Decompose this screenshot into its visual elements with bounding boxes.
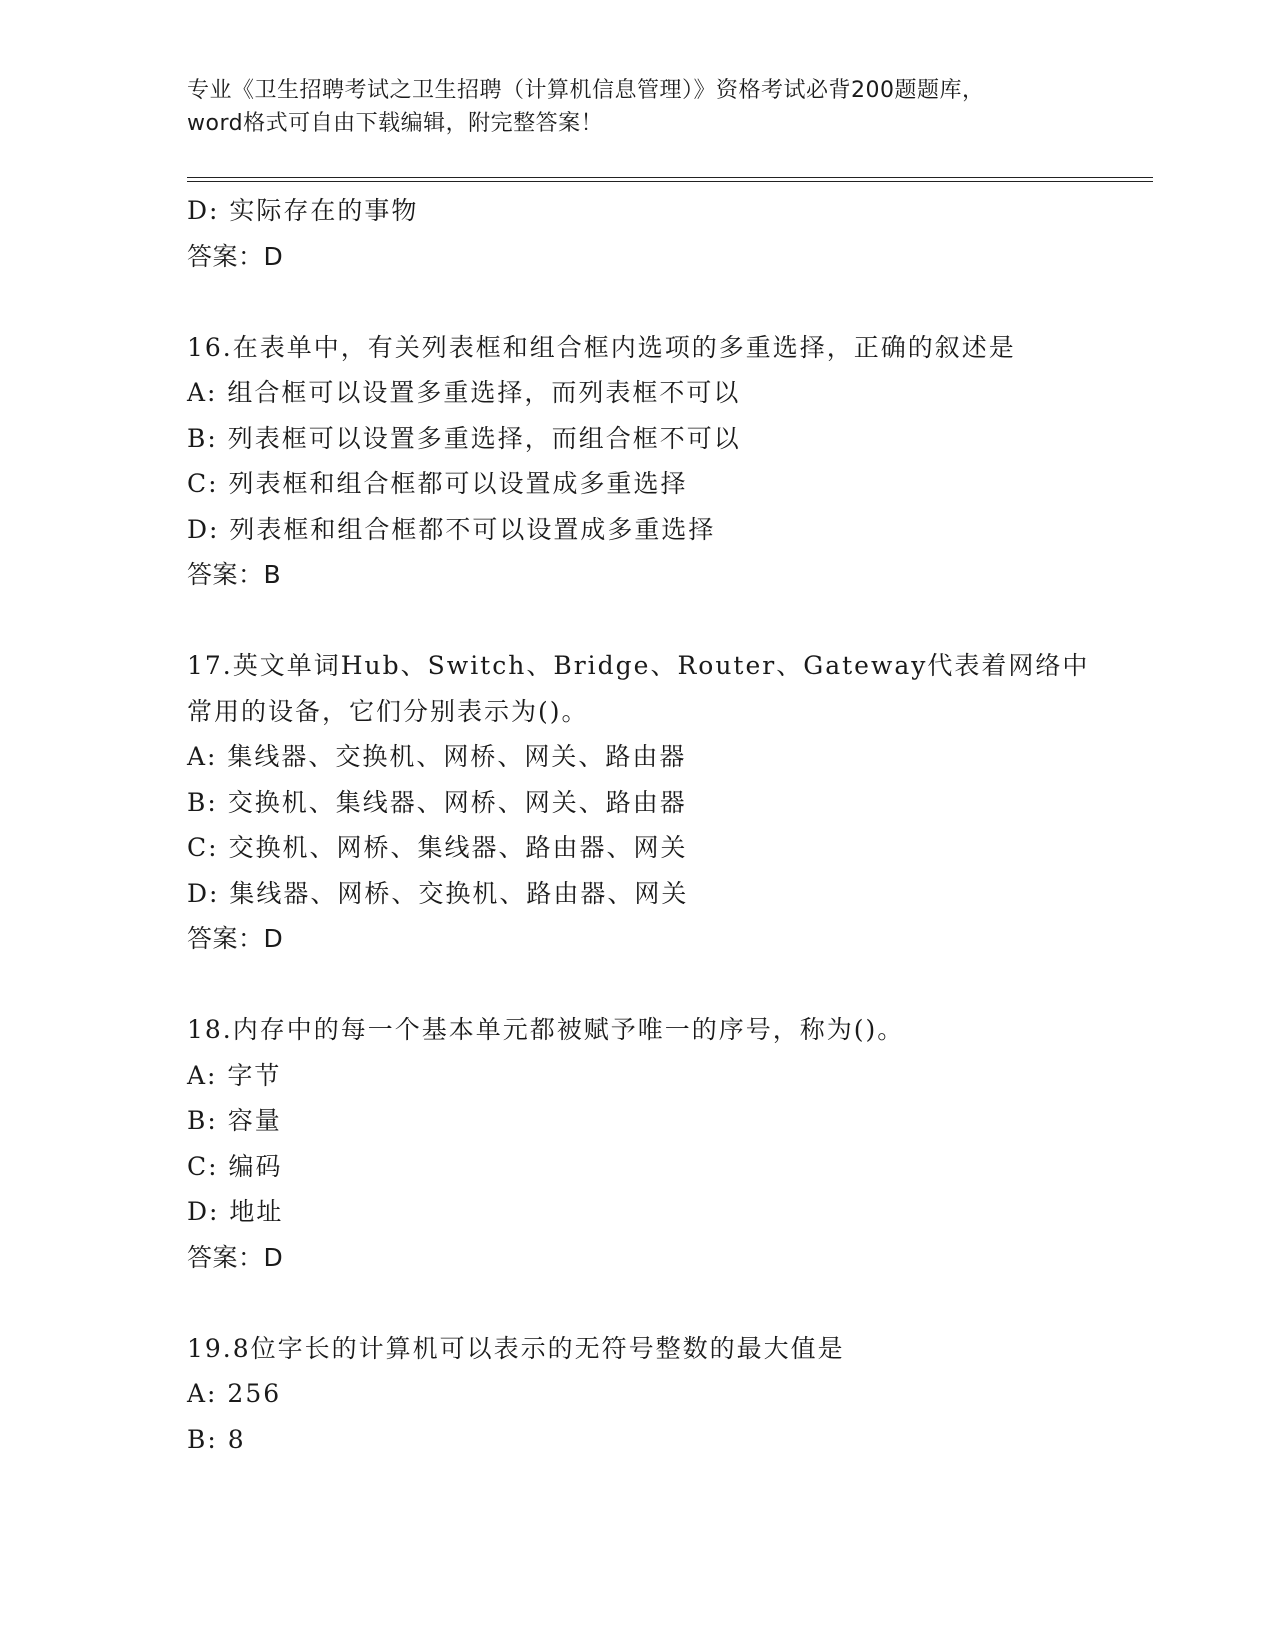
question-17 bbox=[187, 643, 1153, 962]
question-18-option-b: B: 容量 bbox=[187, 1106, 282, 1135]
spacer bbox=[187, 598, 1153, 644]
question-17-option-b: B: 交换机、集线器、网桥、网关、路由器 bbox=[187, 787, 687, 817]
question-18-option-c: C: 编码 bbox=[187, 1151, 283, 1181]
document-header bbox=[187, 74, 1087, 140]
question-15-tail bbox=[187, 188, 1153, 279]
header-title-line-1: 专业《卫生招聘考试之卫生招聘（计算机信息管理）》资格考试必背200题题库， bbox=[187, 78, 985, 103]
question-16-option-d: D: 列表框和组合框都不可以设置成多重选择 bbox=[187, 514, 716, 544]
header-divider-bottom bbox=[187, 181, 1153, 182]
spacer bbox=[187, 962, 1153, 1008]
question-19-option-a: A: 256 bbox=[187, 1379, 282, 1408]
question-15-answer: 答案：D bbox=[187, 241, 284, 271]
question-19-text: 19.8位字长的计算机可以表示的无符号整数的最大值是 bbox=[187, 1333, 845, 1363]
question-16-answer: 答案：B bbox=[187, 560, 282, 589]
question-17-option-d: D: 集线器、网桥、交换机、路由器、网关 bbox=[187, 878, 689, 908]
question-16-option-a: A: 组合框可以设置多重选择，而列表框不可以 bbox=[187, 378, 741, 407]
question-16-option-c: C: 列表框和组合框都可以设置成多重选择 bbox=[187, 469, 688, 498]
question-16-text: 16.在表单中，有关列表框和组合框内选项的多重选择，正确的叙述是 bbox=[187, 332, 1016, 362]
question-17-option-c: C: 交换机、网桥、集线器、路由器、网关 bbox=[187, 833, 688, 862]
question-17-option-a: A: 集线器、交换机、网桥、网关、路由器 bbox=[187, 742, 687, 771]
question-16-option-b: B: 列表框可以设置多重选择，而组合框不可以 bbox=[187, 423, 741, 453]
header-title-line-2: word格式可自由下载编辑，附完整答案！ bbox=[187, 111, 604, 136]
question-18 bbox=[187, 1007, 1153, 1280]
question-18-option-a: A: 字节 bbox=[187, 1060, 282, 1090]
question-list bbox=[187, 188, 1153, 1462]
spacer bbox=[187, 279, 1153, 325]
question-15-option-d: D: 实际存在的事物 bbox=[187, 196, 419, 225]
question-19 bbox=[187, 1326, 1153, 1463]
question-17-text-line-2: 常用的设备，它们分别表示为()。 bbox=[187, 696, 589, 726]
spacer bbox=[187, 1280, 1153, 1326]
header-divider-top bbox=[187, 177, 1153, 178]
question-16 bbox=[187, 325, 1153, 598]
question-17-answer: 答案：D bbox=[187, 924, 284, 953]
question-18-text: 18.内存中的每一个基本单元都被赋予唯一的序号，称为()。 bbox=[187, 1015, 905, 1044]
question-19-option-b: B: 8 bbox=[187, 1424, 246, 1454]
question-18-answer: 答案：D bbox=[187, 1242, 284, 1272]
question-18-option-d: D: 地址 bbox=[187, 1197, 284, 1226]
question-17-text-line-1: 17.英文单词Hub、Switch、Bridge、Router、Gateway代表着网络中 bbox=[187, 651, 1090, 680]
